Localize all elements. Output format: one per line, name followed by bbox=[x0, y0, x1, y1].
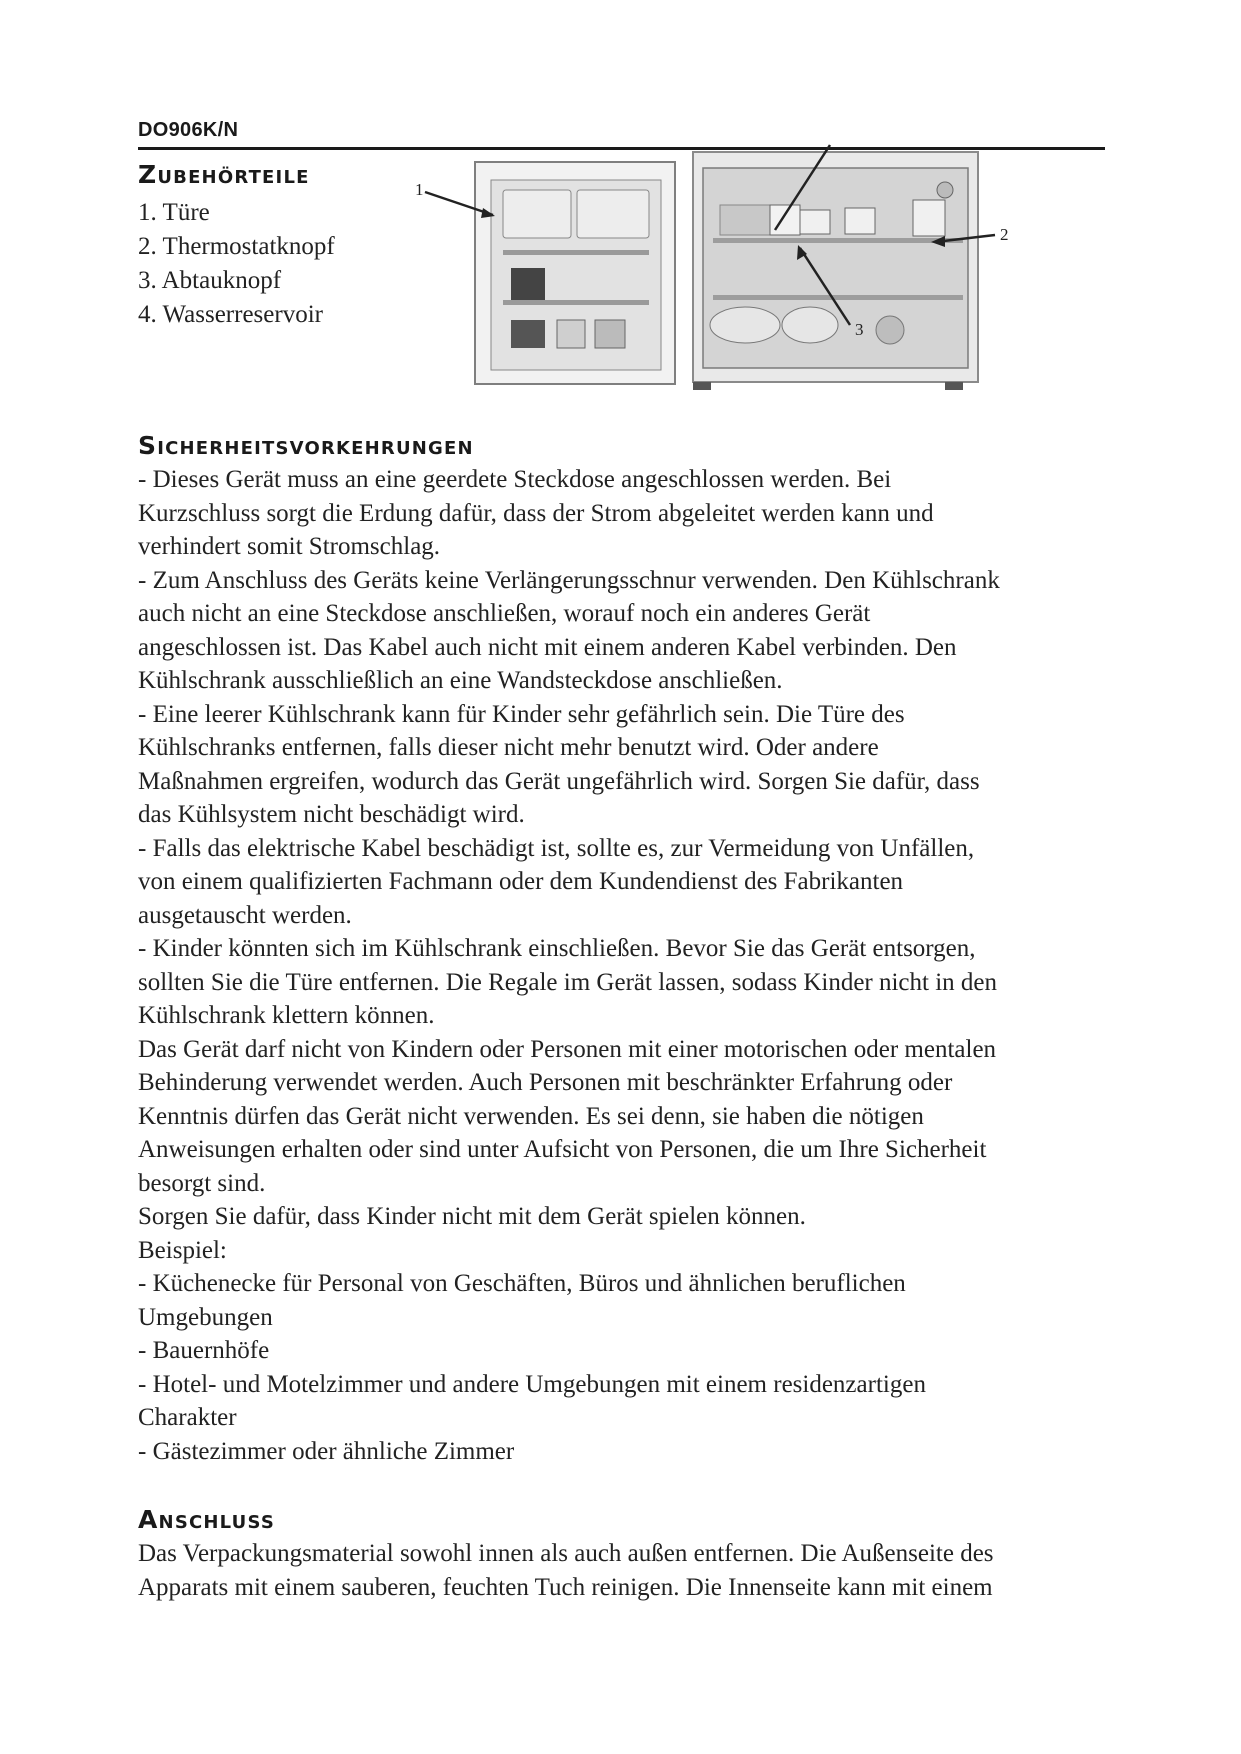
shelf-lower bbox=[713, 295, 963, 300]
parts-list bbox=[138, 196, 335, 332]
dark-box-icon bbox=[511, 268, 545, 300]
safety-text-line: Das Gerät darf nicht von Kindern oder Personen mit einer motorischen oder mentalen bbox=[138, 1035, 997, 1063]
parts-list-item: 2. Thermostatknopf bbox=[138, 233, 335, 260]
door-shelf bbox=[503, 300, 649, 305]
fridge-foot bbox=[693, 382, 711, 390]
safety-text-line: Umgebungen bbox=[138, 1303, 273, 1331]
safety-text-line: Beispiel: bbox=[138, 1236, 227, 1264]
section-title-sicherheit: Sicherheitsvorkehrungen bbox=[138, 431, 474, 460]
safety-text-line: Anweisungen erhalten oder sind unter Aufsicht von Personen, die um Ihre Sicherheit bbox=[138, 1136, 987, 1163]
food-bowl-icon bbox=[710, 307, 780, 343]
callout-label-1: 1 bbox=[415, 180, 424, 199]
container-icon bbox=[800, 210, 830, 234]
safety-text-line: angeschlossen ist. Das Kabel auch nicht mit einem anderen Kabel verbinden. Den bbox=[138, 633, 957, 661]
safety-text-line: Kühlschrank ausschließlich an eine Wandsteckdose anschließen. bbox=[138, 667, 783, 694]
safety-text-line: - Bauernhöfe bbox=[138, 1337, 270, 1364]
fruit-icon bbox=[876, 316, 904, 344]
safety-text bbox=[138, 463, 1113, 1468]
safety-text-line: - Gästezimmer oder ähnliche Zimmer bbox=[138, 1437, 515, 1465]
safety-text-line: Kühlschrank klettern können. bbox=[138, 1002, 435, 1029]
section-title-anschluss: Anschluss bbox=[138, 1505, 276, 1534]
safety-text-line: verhindert somit Stromschlag. bbox=[138, 533, 441, 560]
safety-text-line: - Eine leerer Kühlschrank kann für Kinder sehr gefährlich sein. Die Türe des bbox=[138, 700, 905, 728]
door-compartment bbox=[503, 190, 571, 238]
callout-label-3: 3 bbox=[855, 320, 864, 339]
bottle-icon bbox=[557, 320, 585, 348]
callout-label-2: 2 bbox=[1000, 225, 1009, 244]
safety-text-line: - Falls das elektrische Kabel beschädigt ist, sollte es, zur Vermeidung von Unfällen, bbox=[138, 834, 975, 862]
safety-text-line: Kurzschluss sorgt die Erdung dafür, dass der Strom abgeleitet werden kann und bbox=[138, 499, 934, 527]
section-title-zubehoer: Zubehörteile bbox=[138, 160, 310, 189]
connection-text-line: Apparats mit einem sauberen, feuchten Tuch reinigen. Die Innenseite kann mit einem bbox=[138, 1573, 993, 1601]
safety-text-line: - Dieses Gerät muss an eine geerdete Steckdose angeschlossen werden. Bei bbox=[138, 466, 892, 493]
shelf-upper bbox=[713, 238, 963, 243]
container-icon bbox=[845, 208, 875, 234]
connection-text-line: Das Verpackungsmaterial sowohl innen als auch außen entfernen. Die Außenseite des bbox=[138, 1540, 994, 1567]
safety-text-line: - Zum Anschluss des Geräts keine Verlängerungsschnur verwenden. Den Kühlschrank bbox=[138, 566, 1000, 594]
thermostat-knob bbox=[937, 182, 953, 198]
safety-text-line: Sorgen Sie dafür, dass Kinder nicht mit dem Gerät spielen können. bbox=[138, 1203, 806, 1230]
model-number: DO906K/N bbox=[138, 119, 239, 141]
safety-text-line: ausgetauscht werden. bbox=[138, 901, 352, 929]
parts-list-item: 1. Türe bbox=[138, 199, 210, 226]
safety-text-line: Charakter bbox=[138, 1404, 237, 1431]
safety-text-line: - Hotel- und Motelzimmer und andere Umgebungen mit einem residenzartigen bbox=[138, 1370, 926, 1398]
fridge-foot bbox=[945, 382, 963, 390]
parts-list-item: 4. Wasserreservoir bbox=[138, 301, 323, 328]
safety-text-line: - Küchenecke für Personal von Geschäften, Büros und ähnlichen beruflichen bbox=[138, 1270, 906, 1297]
safety-text-line: sollten Sie die Türe entfernen. Die Regale im Gerät lassen, sodass Kinder nicht in den bbox=[138, 968, 998, 996]
fridge-illustration bbox=[415, 150, 1015, 395]
door-compartment bbox=[577, 190, 649, 238]
safety-text-line: auch nicht an eine Steckdose anschließen, worauf noch ein anderes Gerät bbox=[138, 600, 871, 627]
connection-text bbox=[138, 1537, 1113, 1604]
safety-text-line: Maßnahmen ergreifen, wodurch das Gerät ungefährlich wird. Sorgen Sie dafür, dass bbox=[138, 767, 980, 795]
safety-text-line: Kühlschranks entfernen, falls dieser nicht mehr benutzt wird. Oder andere bbox=[138, 734, 879, 761]
safety-text-line: Kenntnis dürfen das Gerät nicht verwenden. Es sei denn, sie haben die nötigen bbox=[138, 1102, 924, 1130]
safety-text-line: - Kinder könnten sich im Kühlschrank einschließen. Bevor Sie das Gerät entsorgen, bbox=[138, 935, 976, 962]
parts-list-item: 3. Abtauknopf bbox=[138, 267, 282, 294]
safety-text-line: besorgt sind. bbox=[138, 1169, 266, 1197]
door-shelf bbox=[503, 250, 649, 255]
safety-text-line: Behinderung verwendet werden. Auch Personen mit beschränkter Erfahrung oder bbox=[138, 1069, 953, 1096]
jar-icon bbox=[913, 200, 945, 236]
safety-text-line: das Kühlsystem nicht beschädigt wird. bbox=[138, 801, 525, 828]
safety-text-line: von einem qualifizierten Fachmann oder dem Kundendienst des Fabrikanten bbox=[138, 868, 904, 895]
bowl-icon bbox=[770, 205, 800, 235]
dark-box-icon bbox=[511, 320, 545, 348]
bottle-icon bbox=[595, 320, 625, 348]
food-bowl-icon bbox=[782, 307, 838, 343]
